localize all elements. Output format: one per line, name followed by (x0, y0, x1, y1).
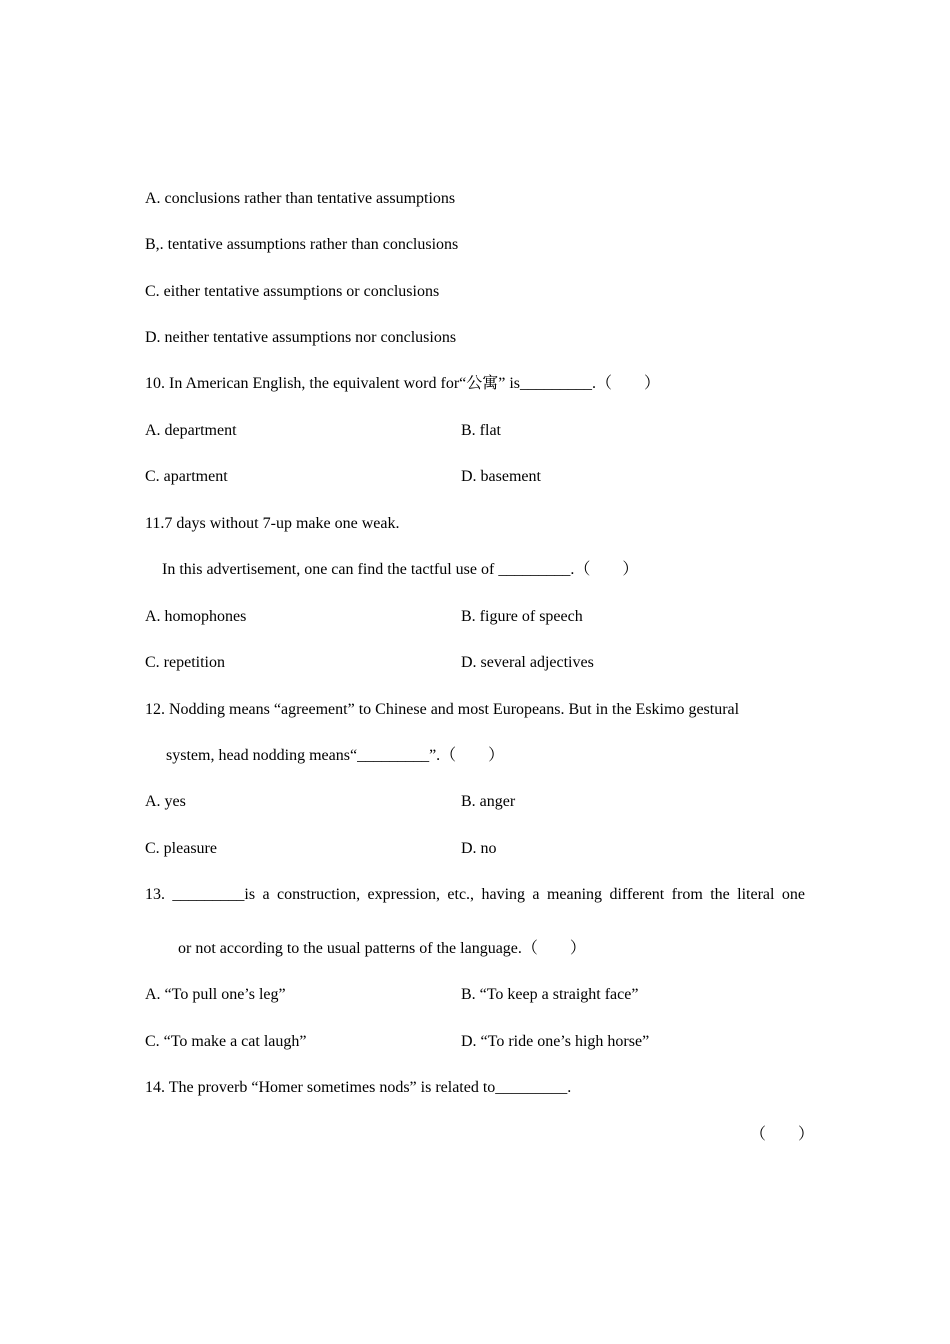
q11-stem-line2: In this advertisement, one can find the tactful use of _________.（ ） (162, 561, 639, 578)
q14-stem: 14. The proverb “Homer sometimes nods” is related to_________. (145, 1079, 572, 1096)
q9-option-b: B,. tentative assumptions rather than conclusions (145, 236, 459, 253)
q13-option-a: A. “To pull one’s leg” (145, 986, 286, 1003)
q10-option-b: B. flat (461, 422, 501, 439)
q10-option-d: D. basement (461, 468, 541, 485)
q9-option-d: D. neither tentative assumptions nor conclusions (145, 329, 457, 346)
q11-option-d: D. several adjectives (461, 654, 594, 671)
q9-option-c: C. either tentative assumptions or conclusions (145, 283, 440, 300)
q10-stem: 10. In American English, the equivalent word for“公寓” is_________.（ ） (145, 375, 661, 392)
q12-option-d: D. no (461, 840, 497, 857)
q14-answer-blank: （ ） (750, 1126, 815, 1143)
q13-stem-line1: 13. _________is a construction, expression, etc., having a meaning different from the literal one (145, 886, 805, 903)
q11-stem-line1: 11.7 days without 7-up make one weak. (145, 515, 400, 532)
q10-option-a: A. department (145, 422, 237, 439)
q13-option-d: D. “To ride one’s high horse” (461, 1033, 650, 1050)
q13-stem-line2: or not according to the usual patterns of the language.（ ） (178, 940, 586, 957)
q11-option-b: B. figure of speech (461, 608, 583, 625)
q9-option-a: A. conclusions rather than tentative assumptions (145, 190, 456, 207)
q11-option-a: A. homophones (145, 608, 247, 625)
q12-stem-line2: system, head nodding means“_________”.（ ） (166, 747, 505, 764)
q13-option-b: B. “To keep a straight face” (461, 986, 639, 1003)
q10-option-c: C. apartment (145, 468, 228, 485)
q12-stem-line1: 12. Nodding means “agreement” to Chinese and most Europeans. But in the Eskimo gestural (145, 701, 740, 718)
q12-option-c: C. pleasure (145, 840, 217, 857)
q12-option-b: B. anger (461, 793, 516, 810)
q12-option-a: A. yes (145, 793, 186, 810)
q11-option-c: C. repetition (145, 654, 225, 671)
q13-option-c: C. “To make a cat laugh” (145, 1033, 307, 1050)
